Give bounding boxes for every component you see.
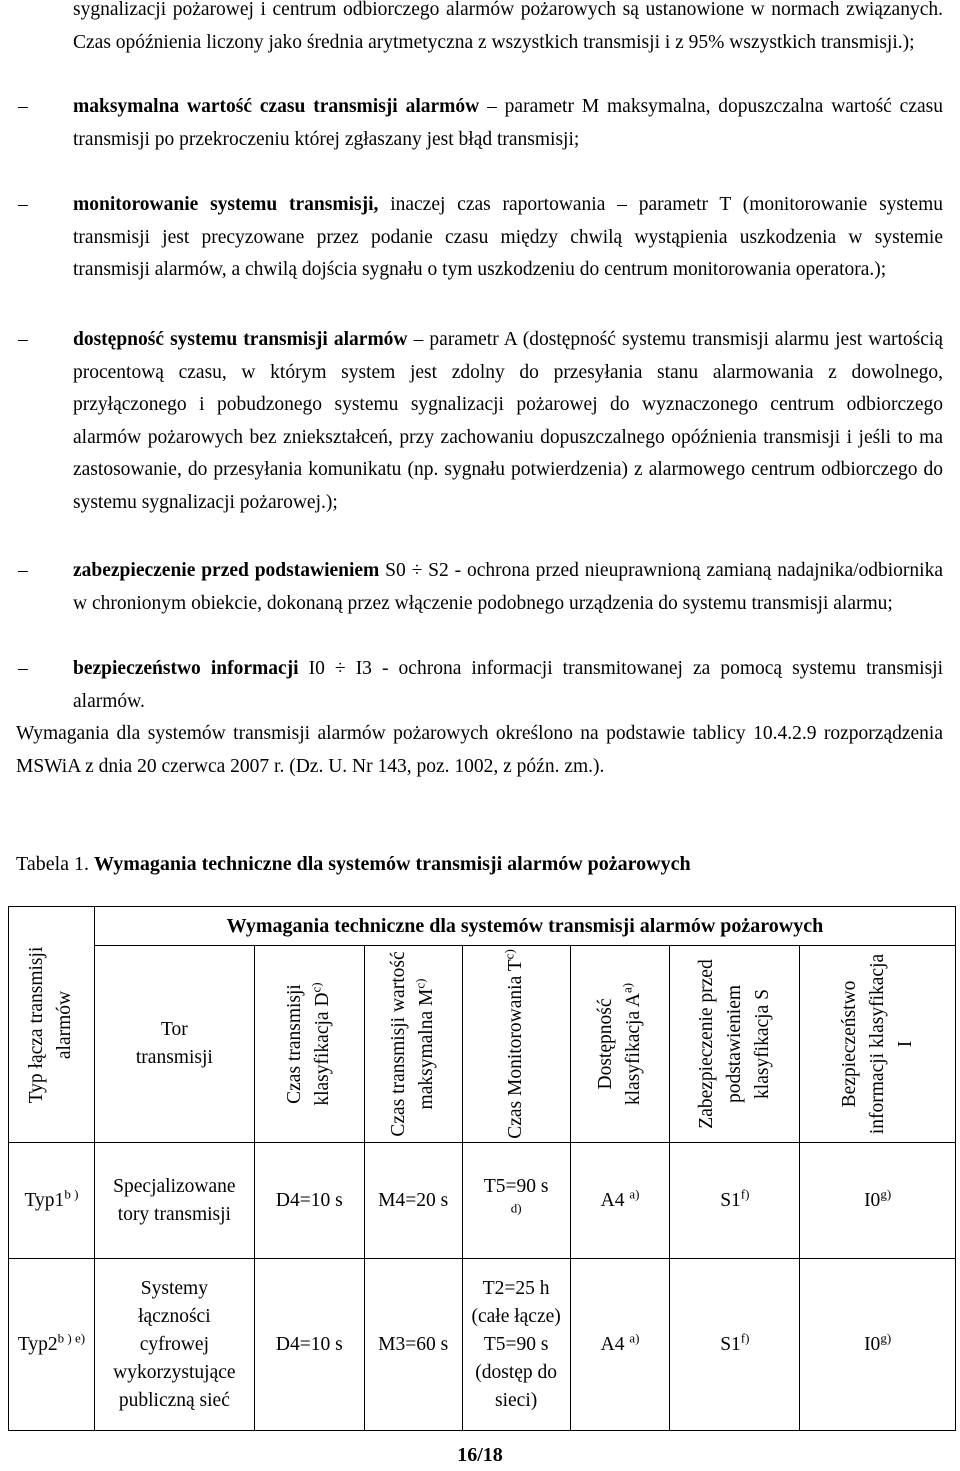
header-monitoring-time-t — [462, 946, 570, 1143]
header-availability-a-label — [592, 949, 648, 1139]
bullet-monitoring — [18, 189, 943, 287]
cell-sup: d) — [510, 1200, 522, 1215]
cell-sup: f) — [740, 1330, 750, 1345]
requirements-paragraph: Wymagania dla systemów transmisji alarmów pożarowych określono na podstawie tablicy 10.4.2.9 rozporządzenia MSWiA z dnia 20 czerwca 2007 r. (Dz. U. Nr 143, poz. 1002, z późn. zm.). — [16, 723, 943, 777]
cell-type — [9, 1143, 95, 1259]
cell-sup: g) — [880, 1330, 892, 1345]
cell-text: I0 — [864, 1333, 881, 1355]
bullet-text: inaczej czas raportowania – parametr T (monitorowanie systemu transmisji jest precyzowane przez podanie czasu między chwilą wystąpienia uszkodzenia w systemie transmisji alarmów, a chwilą dojścia sygnału o tym uszkodzeniu do centrum monitorowania operatora.); — [73, 194, 943, 280]
cell-sup: a) — [629, 1330, 640, 1345]
cell-text: Typ1 — [24, 1189, 65, 1211]
header-transmission-time-d-label — [281, 949, 337, 1139]
cell-text: Typ2 — [17, 1333, 58, 1355]
cell-text: S1 — [720, 1189, 741, 1211]
cell-m — [364, 1259, 462, 1431]
bullet-term: bezpieczeństwo informacji — [73, 658, 299, 679]
table-row — [9, 1259, 956, 1431]
bullet-max-time — [18, 91, 943, 156]
cell-m — [364, 1143, 462, 1259]
intro-paragraph: sygnalizacji pożarowej i centrum odbiorczego alarmów pożarowych są ustanowione w normach związanych. Czas opóźnienia liczony jako średnia arytmetyczna z wszystkich transmisji i z 95% wszystkich transmisji.); — [73, 0, 943, 53]
header-substitution-s-label: Zabezpieczenie przed podstawieniem klasyfikacja S — [695, 959, 773, 1129]
header-security-i-label: Bezpieczeństwo informacji klasyfikacja I — [838, 953, 916, 1135]
cell-a — [570, 1143, 670, 1259]
header-sup: a) — [619, 982, 635, 994]
cell-text: T5=90 s — [483, 1175, 549, 1197]
header-text: Dostępność klasyfikacja A — [595, 993, 645, 1106]
cell-sup: f) — [740, 1186, 750, 1201]
cell-sup: g) — [880, 1186, 892, 1201]
cell-s — [670, 1143, 800, 1259]
header-link-type-label: Typ łącza transmisji alarmów — [26, 946, 76, 1103]
cell-text: M4=20 s — [378, 1189, 449, 1211]
table-row — [9, 1143, 956, 1259]
cell-path — [94, 1259, 254, 1431]
cell-i — [800, 1259, 956, 1431]
cell-text: A4 — [600, 1333, 625, 1355]
header-monitoring-time-t-label — [502, 949, 530, 1139]
cell-text: Systemy łączności cyfrowej wykorzystujące publiczną sieć — [113, 1277, 236, 1411]
cell-type — [9, 1259, 95, 1431]
cell-text: S1 — [720, 1333, 741, 1355]
header-text: Czas Monitorowania T — [505, 959, 527, 1139]
cell-i — [800, 1143, 956, 1259]
bullet-text: I0 ÷ I3 - ochrona informacji transmitowanej za pomocą systemu transmisji alarmów. — [73, 658, 943, 712]
cell-path — [94, 1143, 254, 1259]
bullet-security — [18, 653, 943, 718]
header-path — [94, 946, 254, 1143]
header-substitution-s — [670, 946, 800, 1143]
requirements-table — [8, 906, 956, 1431]
page-number: 16/18 — [457, 1444, 503, 1466]
header-link-type — [9, 907, 95, 1143]
cell-d: D4=10 s — [254, 1259, 364, 1431]
bullet-term: maksymalna wartość czasu transmisji alarmów — [73, 96, 480, 117]
cell-t — [462, 1143, 570, 1259]
caption-prefix: Tabela 1. — [16, 853, 95, 875]
bullet-substitution — [18, 555, 943, 620]
bullet-dash: – — [18, 194, 28, 215]
table-title: Wymagania techniczne dla systemów transmisji alarmów pożarowych — [94, 907, 955, 946]
header-text: Czas transmisji wartość maksymalna M — [388, 951, 438, 1137]
table-caption — [16, 848, 691, 880]
caption-title: Wymagania techniczne dla systemów transmisji alarmów pożarowych — [94, 853, 691, 875]
header-transmission-time-m — [364, 946, 462, 1143]
header-security-i — [800, 946, 956, 1143]
header-path-label: Tor transmisji — [135, 1019, 213, 1068]
cell-text: I0 — [864, 1189, 881, 1211]
bullet-dash: – — [18, 96, 28, 117]
cell-text: Specjalizowane tory transmisji — [113, 1175, 236, 1225]
header-transmission-time-d — [254, 946, 364, 1143]
cell-d: D4=10 s — [254, 1143, 364, 1259]
cell-text: M3=60 s — [378, 1333, 449, 1355]
cell-sup: b ) — [64, 1186, 79, 1201]
header-availability-a — [570, 946, 670, 1143]
bullet-dash: – — [18, 560, 28, 581]
cell-text: A4 — [600, 1189, 625, 1211]
cell-sup: a) — [629, 1186, 640, 1201]
header-text: Czas transmisji klasyfikacja D — [284, 984, 334, 1106]
bullet-term: zabezpieczenie przed podstawieniem — [73, 560, 380, 581]
header-sup: c) — [412, 978, 428, 989]
cell-text: T2=25 h (całe łącze) T5=90 s (dostęp do sieci) — [471, 1277, 561, 1411]
header-sup: c) — [501, 949, 517, 960]
bullet-term: monitorowanie systemu transmisji, — [73, 194, 379, 215]
bullet-dash: – — [18, 658, 28, 679]
bullet-term: dostępność systemu transmisji alarmów — [73, 329, 408, 350]
cell-t — [462, 1259, 570, 1431]
cell-s — [670, 1259, 800, 1431]
bullet-text: – parametr A (dostępność systemu transmisji alarmu jest wartością procentową czasu, w którym system jest zdolny do przesyłania stanu alarmowania z dowolnego, przyłączonego i pobudzonego systemu sygnalizacji pożarowej do wyznaczonego centrum odbiorczego alarmów pożarowych bez zniekształceń, przy zachowaniu dopuszczalnego opóźnienia transmisji i jeśli to ma zastosowanie, do przesyłania komunikatu (np. sygnału potwierdzenia) z alarmowego centrum odbiorczego do systemu sygnalizacji pożarowej.); — [73, 329, 943, 513]
bullet-dash: – — [18, 329, 28, 350]
bullet-availability — [18, 324, 943, 519]
bullet-text: – parametr M maksymalna, dopuszczalna wartość czasu transmisji po przekroczeniu której zgłaszany jest błąd transmisji; — [73, 96, 943, 150]
cell-sup: b ) e) — [57, 1330, 86, 1345]
cell-a — [570, 1259, 670, 1431]
bullet-text: S0 ÷ S2 - ochrona przed nieuprawnioną zamianą nadajnika/odbiornika w chronionym obiekcie, dokonaną przez włączenie podobnego urządzenia do systemu transmisji alarmu; — [73, 560, 943, 614]
header-sup: c) — [308, 982, 324, 993]
header-transmission-time-m-label — [385, 949, 441, 1139]
